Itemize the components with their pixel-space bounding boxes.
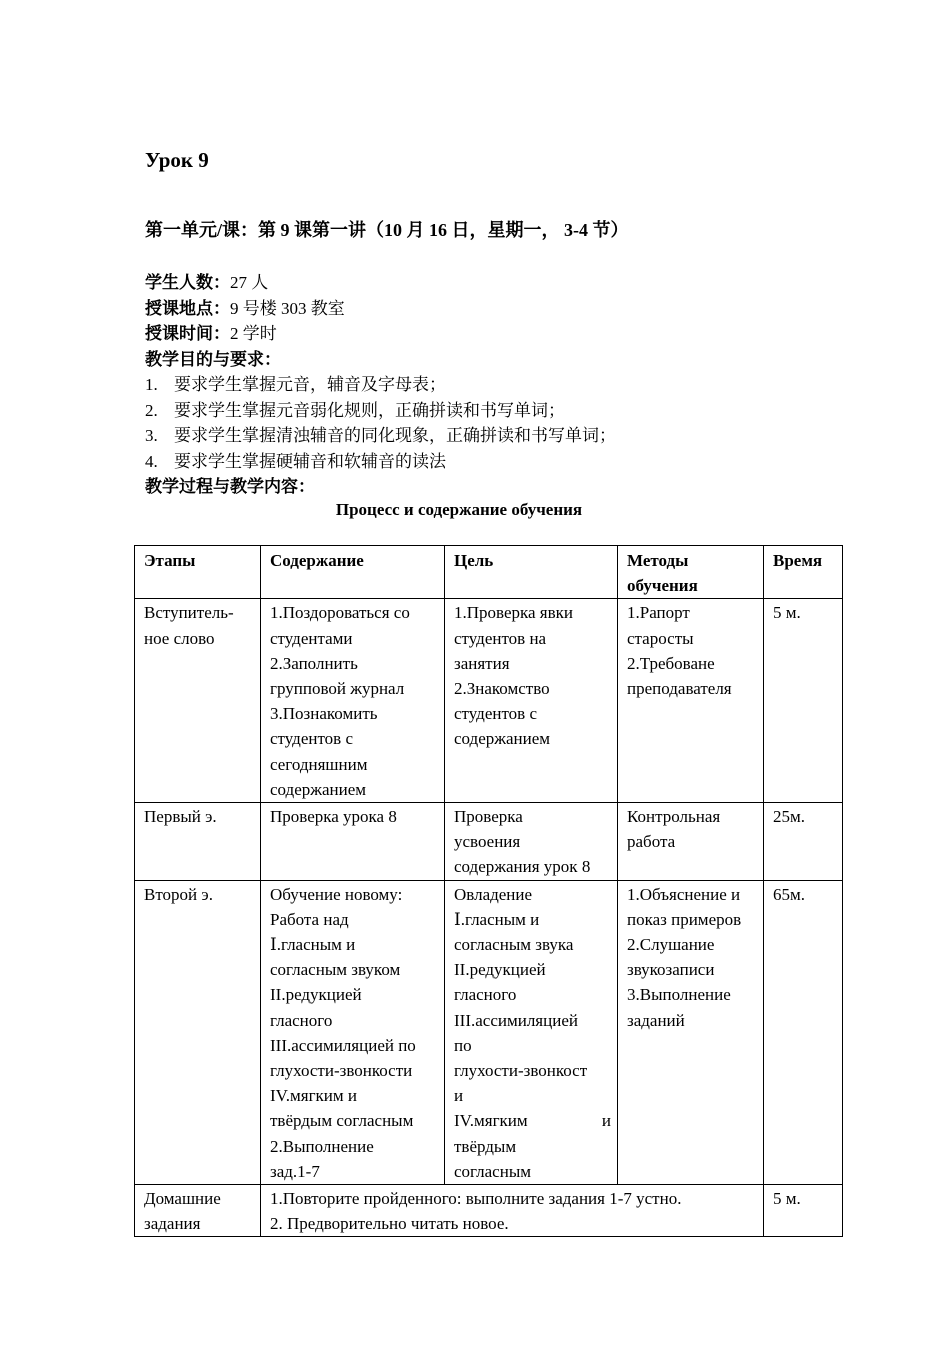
cell-line: твёрдым согласным bbox=[270, 1111, 414, 1131]
time-cell: 25м. bbox=[764, 803, 843, 881]
process-table bbox=[134, 545, 843, 1237]
table-row bbox=[135, 880, 843, 1184]
cell-line: гласного bbox=[454, 985, 517, 1005]
goal-cell bbox=[445, 803, 618, 881]
cell-line: содержанием bbox=[454, 729, 551, 749]
info-value: 2 学时 bbox=[230, 324, 277, 343]
table-row bbox=[135, 599, 843, 803]
cell-line: содержания урок 8 bbox=[454, 857, 591, 877]
cell-line: Контрольная bbox=[627, 807, 721, 827]
info-label: 学生人数： bbox=[145, 273, 230, 292]
cell-line: Второй э. bbox=[144, 884, 213, 904]
homework-row bbox=[135, 1185, 843, 1237]
cell-line: студентов с bbox=[454, 704, 537, 724]
cell-line: занятия bbox=[454, 653, 510, 673]
cell-line: III.ассимиляцией по bbox=[270, 1035, 416, 1055]
cell-line: Вступитель- bbox=[144, 603, 234, 623]
cell-line: 2.Выполнение bbox=[270, 1136, 374, 1156]
goal-item bbox=[145, 372, 845, 398]
cell-line: согласным звука bbox=[454, 935, 574, 955]
header-cell-content bbox=[261, 546, 445, 599]
info-label: 授课地点： bbox=[145, 298, 230, 318]
goal-item bbox=[145, 398, 845, 424]
info-student-count bbox=[145, 270, 845, 296]
cell-line: 2.Заполнить bbox=[270, 653, 358, 673]
cell-line: 1.Повторите пройденного: выполните задания 1-7 устно. bbox=[270, 1189, 682, 1209]
cell-line: 2.Требоване bbox=[627, 653, 715, 673]
cell-line: согласным bbox=[454, 1161, 532, 1181]
cell-line: ное слово bbox=[144, 628, 215, 648]
cell-line: Проверка bbox=[454, 807, 523, 827]
cell-line: задания bbox=[144, 1214, 201, 1234]
info-location bbox=[145, 296, 845, 322]
goal-number: 2. bbox=[145, 400, 158, 420]
cell-line: студентов с bbox=[270, 729, 353, 749]
stage-cell bbox=[135, 599, 261, 803]
cell-line: 1.Рапорт bbox=[627, 603, 690, 623]
cell-line: преподавателя bbox=[627, 679, 732, 699]
header-cell-stages bbox=[135, 546, 261, 599]
header-cell-time bbox=[764, 546, 843, 599]
process-heading: 教学过程与教学内容： bbox=[145, 477, 315, 496]
header-cell-goal bbox=[445, 546, 618, 599]
time-cell: 5 м. bbox=[764, 599, 843, 803]
cell-line: глухости-звонкост bbox=[454, 1061, 588, 1081]
cell-line: Содержание bbox=[270, 551, 364, 570]
cell-line: Проверка урока 8 bbox=[270, 807, 397, 827]
cell-line: обучения bbox=[627, 576, 698, 596]
cell-line: III.ассимиляцией bbox=[454, 1010, 578, 1030]
cell-line: 1.Проверка явки bbox=[454, 603, 573, 623]
cell-line bbox=[454, 1108, 611, 1133]
goal-item bbox=[145, 423, 845, 449]
cell-line: 1.Поздороваться со bbox=[270, 603, 410, 623]
cell-line: групповой журнал bbox=[270, 679, 405, 699]
info-label: 授课时间： bbox=[145, 324, 230, 343]
cell-line: 2.Слушание bbox=[627, 935, 715, 955]
cell-line: усвоения bbox=[454, 832, 521, 852]
cell-line: по bbox=[454, 1035, 472, 1055]
cell-line: Работа над bbox=[270, 909, 349, 929]
cell-line: 2.Знакомство bbox=[454, 679, 550, 699]
goal-number: 4. bbox=[145, 451, 158, 471]
stage-cell bbox=[135, 803, 261, 881]
cell-line: Цель bbox=[454, 551, 494, 570]
cell-line: твёрдым bbox=[454, 1136, 517, 1156]
time-cell: 5 м. bbox=[764, 1185, 843, 1237]
cell-line: Овладение bbox=[454, 884, 533, 904]
content-cell bbox=[261, 803, 445, 881]
content-cell bbox=[261, 599, 445, 803]
cell-line: Методы bbox=[627, 551, 689, 570]
cell-line: гласного bbox=[270, 1010, 333, 1030]
cell-line: зад.1-7 bbox=[270, 1161, 320, 1181]
cell-line: показ примеров bbox=[627, 909, 742, 929]
time-cell: 65м. bbox=[764, 880, 843, 1184]
goals-list bbox=[145, 372, 845, 474]
homework-content-cell bbox=[261, 1185, 764, 1237]
cell-text: IV.мягким bbox=[454, 1111, 528, 1131]
goal-text: 要求学生掌握清浊辅音的同化现象，正确拼读和书写单词； bbox=[174, 426, 616, 445]
cell-line: Ⅰ.гласным и bbox=[454, 909, 540, 929]
cell-line: согласным звуком bbox=[270, 960, 401, 980]
cell-line: II.редукцией bbox=[454, 960, 546, 980]
cell-line: Домашние bbox=[144, 1189, 221, 1209]
goals-heading: 教学目的与要求： bbox=[145, 349, 281, 369]
lesson-title: Урок 9 bbox=[145, 148, 209, 172]
table-row bbox=[135, 803, 843, 881]
cell-line: работа bbox=[627, 832, 676, 852]
methods-cell bbox=[618, 599, 764, 803]
goal-number: 1. bbox=[145, 375, 158, 394]
cell-line: IV.мягким и bbox=[270, 1086, 358, 1106]
cell-line: 3.Познакомить bbox=[270, 704, 378, 724]
cell-line: старосты bbox=[627, 628, 694, 648]
table-header-row bbox=[135, 546, 843, 599]
cell-line: 2. Предворительно читать новое. bbox=[270, 1214, 509, 1234]
goal-number: 3. bbox=[145, 426, 158, 445]
cell-line: Обучение новому: bbox=[270, 884, 403, 904]
methods-cell bbox=[618, 880, 764, 1184]
cell-line: глухости-звонкости bbox=[270, 1061, 413, 1081]
goal-item bbox=[145, 449, 845, 475]
methods-cell bbox=[618, 803, 764, 881]
stage-cell bbox=[135, 1185, 261, 1237]
cell-line: Время bbox=[773, 551, 823, 570]
lesson-info bbox=[145, 270, 845, 500]
content-cell bbox=[261, 880, 445, 1184]
cell-line: заданий bbox=[627, 1010, 685, 1030]
goal-cell bbox=[445, 880, 618, 1184]
goal-text: 要求学生掌握元音弱化规则，正确拼读和书写单词； bbox=[174, 400, 565, 420]
cell-line: сегодняшним bbox=[270, 754, 368, 774]
cell-line: Ⅰ.гласным и bbox=[270, 935, 356, 955]
info-duration bbox=[145, 321, 845, 347]
goal-cell bbox=[445, 599, 618, 803]
unit-heading: 第一单元/课：第 9 课第一讲（10 月 16 日，星期一， 3-4 节） bbox=[145, 220, 629, 240]
cell-line: звукозаписи bbox=[627, 960, 715, 980]
cell-line: 3.Выполнение bbox=[627, 985, 731, 1005]
goal-text: 要求学生掌握元音，辅音及字母表； bbox=[174, 375, 446, 394]
cell-line: студентов на bbox=[454, 628, 547, 648]
cell-line: содержанием bbox=[270, 779, 367, 799]
stage-cell bbox=[135, 880, 261, 1184]
cell-line: II.редукцией bbox=[270, 985, 362, 1005]
table-title: Процесс и содержание обучения bbox=[335, 500, 583, 519]
goal-text: 要求学生掌握硬辅音和软辅音的读法 bbox=[174, 451, 446, 471]
info-value: 9 号楼 303 教室 bbox=[230, 298, 345, 318]
info-value: 27 人 bbox=[230, 273, 269, 292]
cell-line: Первый э. bbox=[144, 807, 217, 827]
cell-line: и bbox=[454, 1086, 464, 1106]
cell-text: и bbox=[601, 1111, 611, 1131]
cell-line: Этапы bbox=[144, 551, 196, 570]
cell-line: студентами bbox=[270, 628, 353, 648]
header-cell-methods bbox=[618, 546, 764, 599]
cell-line: 1.Объяснение и bbox=[627, 884, 741, 904]
